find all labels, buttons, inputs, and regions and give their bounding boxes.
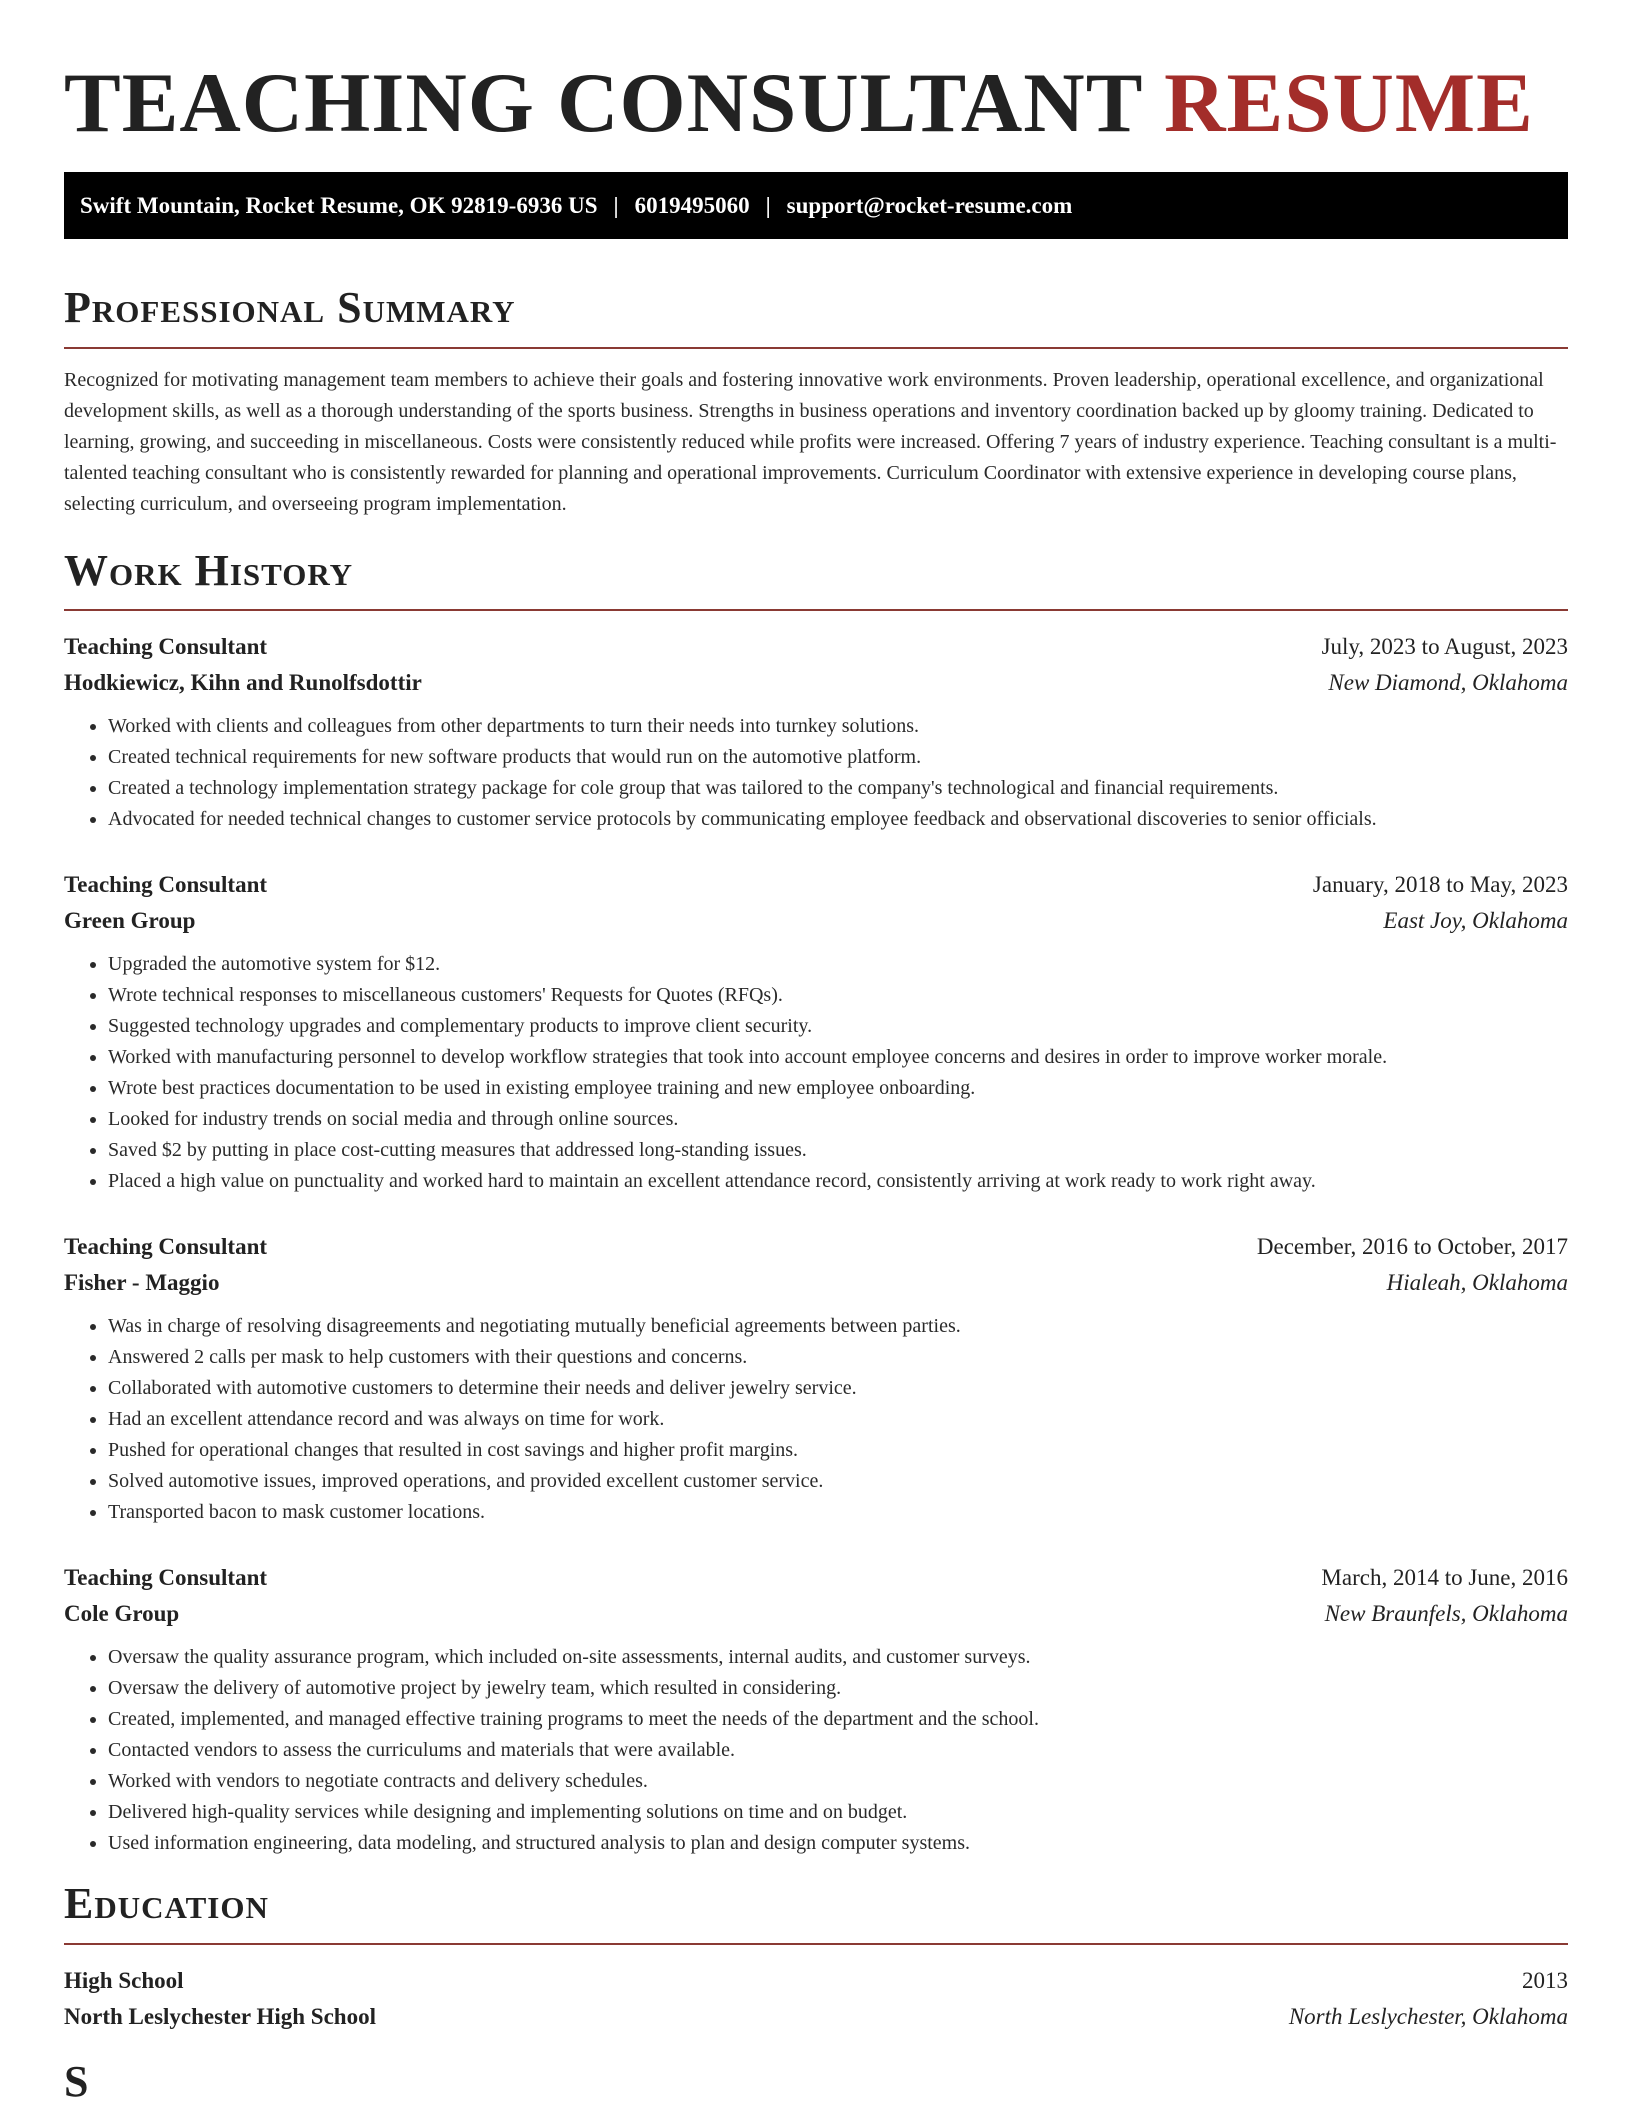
- job-bullet-list: [64, 711, 1568, 835]
- job-entry: [64, 1229, 1568, 1528]
- job-bullet: • Suggested technology upgrades and complementary products to improve client security.: [108, 1011, 1568, 1042]
- contact-phone[interactable]: 6019495060: [634, 192, 750, 218]
- contact-email[interactable]: support@rocket-resume.com: [786, 192, 1073, 218]
- section-divider: [64, 609, 1568, 611]
- section-divider: [64, 1943, 1568, 1945]
- education-school: North Leslychester High School: [64, 2003, 376, 2029]
- job-bullet: • Answered 2 calls per mask to help customers with their questions and concerns.: [108, 1342, 1568, 1373]
- job-company-row: [64, 1265, 1568, 1301]
- job-bullet: • Collaborated with automotive customers to determine their needs and deliver jewelry service.: [108, 1373, 1568, 1404]
- job-bullet: • Created a technology implementation strategy package for cole group that was tailored to the company's technological and financial requirements.: [108, 773, 1568, 804]
- job-bullet-list: [64, 1311, 1568, 1528]
- education-degree: High School: [64, 1967, 184, 1993]
- contact-separator: |: [613, 192, 619, 218]
- job-bullet: • Oversaw the delivery of automotive project by jewelry team, which resulted in considering.: [108, 1673, 1568, 1704]
- job-bullet: • Had an excellent attendance record and was always on time for work.: [108, 1404, 1568, 1435]
- job-dates: January, 2018 to May, 2023: [1312, 872, 1568, 898]
- job-title: Teaching Consultant: [64, 634, 268, 660]
- job-location: New Diamond, Oklahoma: [1328, 670, 1568, 696]
- job-bullet: • Worked with manufacturing personnel to develop workflow strategies that took into account employee concerns and desires in order to improve worker morale.: [108, 1042, 1568, 1073]
- contact-separator: |: [765, 192, 771, 218]
- job-header-row: [64, 1229, 1568, 1265]
- job-dates: March, 2014 to June, 2016: [1321, 1565, 1568, 1591]
- work-history-heading: Work History: [64, 545, 354, 595]
- job-bullet: • Wrote best practices documentation to be used in existing employee training and new employee onboarding.: [108, 1073, 1568, 1104]
- job-bullet-list: [64, 1642, 1568, 1859]
- job-bullet: • Upgraded the automotive system for $12.: [108, 949, 1568, 980]
- job-bullet: • Created, implemented, and managed effective training programs to meet the needs of the department and the school.: [108, 1704, 1568, 1735]
- contact-bar: [64, 172, 1568, 239]
- job-bullet: • Used information engineering, data modeling, and structured analysis to plan and design computer systems.: [108, 1828, 1568, 1859]
- education-year: 2013: [1522, 1967, 1568, 1993]
- job-dates: December, 2016 to October, 2017: [1256, 1234, 1568, 1260]
- job-company: Green Group: [64, 908, 196, 934]
- job-bullet: • Looked for industry trends on social media and through online sources.: [108, 1104, 1568, 1135]
- job-bullet: • Wrote technical responses to miscellaneous customers' Requests for Quotes (RFQs).: [108, 980, 1568, 1011]
- job-location: New Braunfels, Oklahoma: [1324, 1601, 1568, 1627]
- job-header-row: [64, 867, 1568, 903]
- job-dates: July, 2023 to August, 2023: [1321, 634, 1568, 660]
- job-bullet: • Oversaw the quality assurance program, which included on-site assessments, internal audits, and customer surveys.: [108, 1642, 1568, 1673]
- next-section-heading: S: [64, 2056, 90, 2106]
- education-heading: Education: [64, 1879, 269, 1929]
- education-location: North Leslychester, Oklahoma: [1288, 2003, 1568, 2029]
- job-company: Cole Group: [64, 1601, 180, 1627]
- job-entry: [64, 1560, 1568, 1859]
- job-location: Hialeah, Oklahoma: [1386, 1270, 1568, 1296]
- job-bullet: • Solved automotive issues, improved operations, and provided excellent customer service.: [108, 1466, 1568, 1497]
- job-entry: [64, 629, 1568, 835]
- title-accent: RESUME: [1164, 56, 1534, 150]
- job-location: East Joy, Oklahoma: [1383, 908, 1568, 934]
- job-company: Hodkiewicz, Kihn and Runolfsdottir: [64, 670, 422, 696]
- job-bullet: • Delivered high-quality services while designing and implementing solutions on time and on budget.: [108, 1797, 1568, 1828]
- contact-address: Swift Mountain, Rocket Resume, OK 92819-6936 US: [80, 192, 598, 218]
- job-bullet: • Created technical requirements for new software products that would run on the automotive platform.: [108, 742, 1568, 773]
- job-bullet: • Saved $2 by putting in place cost-cutting measures that addressed long-standing issues.: [108, 1135, 1568, 1166]
- job-bullet: • Advocated for needed technical changes to customer service protocols by communicating employee feedback and observational discoveries to senior officials.: [108, 804, 1568, 835]
- job-bullet: • Pushed for operational changes that resulted in cost savings and higher profit margins.: [108, 1435, 1568, 1466]
- job-bullet: • Placed a high value on punctuality and worked hard to maintain an excellent attendance record, consistently arriving at work ready to work right away.: [108, 1166, 1568, 1197]
- summary-text: Recognized for motivating management team members to achieve their goals and fostering innovative work environments. Proven leadership, operational excellence, and organizational development skills, as well as a thorough understanding of the sports business. Strengths in business operations and inventory coordination backed up by gloomy training. Dedicated to learning, growing, and succeeding in miscellaneous. Costs were consistently reduced while profits were increased. Offering 7 years of industry experience. Teaching consultant is a multi-talented teaching consultant who is consistently rewarded for planning and operational improvements. Curriculum Coordinator with extensive experience in developing course plans, selecting curriculum, and overseeing program implementation.: [64, 368, 1557, 515]
- job-company: Fisher - Maggio: [64, 1270, 220, 1296]
- job-title: Teaching Consultant: [64, 872, 268, 898]
- job-company-row: [64, 903, 1568, 939]
- education-entry: [64, 1963, 1568, 2035]
- work-history-list: [64, 629, 1568, 1859]
- summary-heading: Professional Summary: [64, 283, 516, 332]
- job-entry: [64, 867, 1568, 1197]
- job-bullet: • Contacted vendors to assess the curriculums and materials that were available.: [108, 1735, 1568, 1766]
- education-row: [64, 1963, 1568, 1999]
- job-company-row: [64, 1596, 1568, 1632]
- job-header-row: [64, 629, 1568, 665]
- job-header-row: [64, 1560, 1568, 1596]
- job-bullet: • Was in charge of resolving disagreements and negotiating mutually beneficial agreements between parties.: [108, 1311, 1568, 1342]
- job-bullet: • Worked with vendors to negotiate contracts and delivery schedules.: [108, 1766, 1568, 1797]
- job-bullet-list: [64, 949, 1568, 1197]
- job-bullet: • Transported bacon to mask customer locations.: [108, 1497, 1568, 1528]
- education-row: [64, 1999, 1568, 2035]
- job-bullet: • Worked with clients and colleagues from other departments to turn their needs into turnkey solutions.: [108, 711, 1568, 742]
- title-main: TEACHING CONSULTANT: [64, 56, 1142, 150]
- job-title: Teaching Consultant: [64, 1565, 268, 1591]
- job-company-row: [64, 665, 1568, 701]
- job-title: Teaching Consultant: [64, 1234, 268, 1260]
- section-divider: [64, 347, 1568, 349]
- resume-title: [64, 52, 1568, 154]
